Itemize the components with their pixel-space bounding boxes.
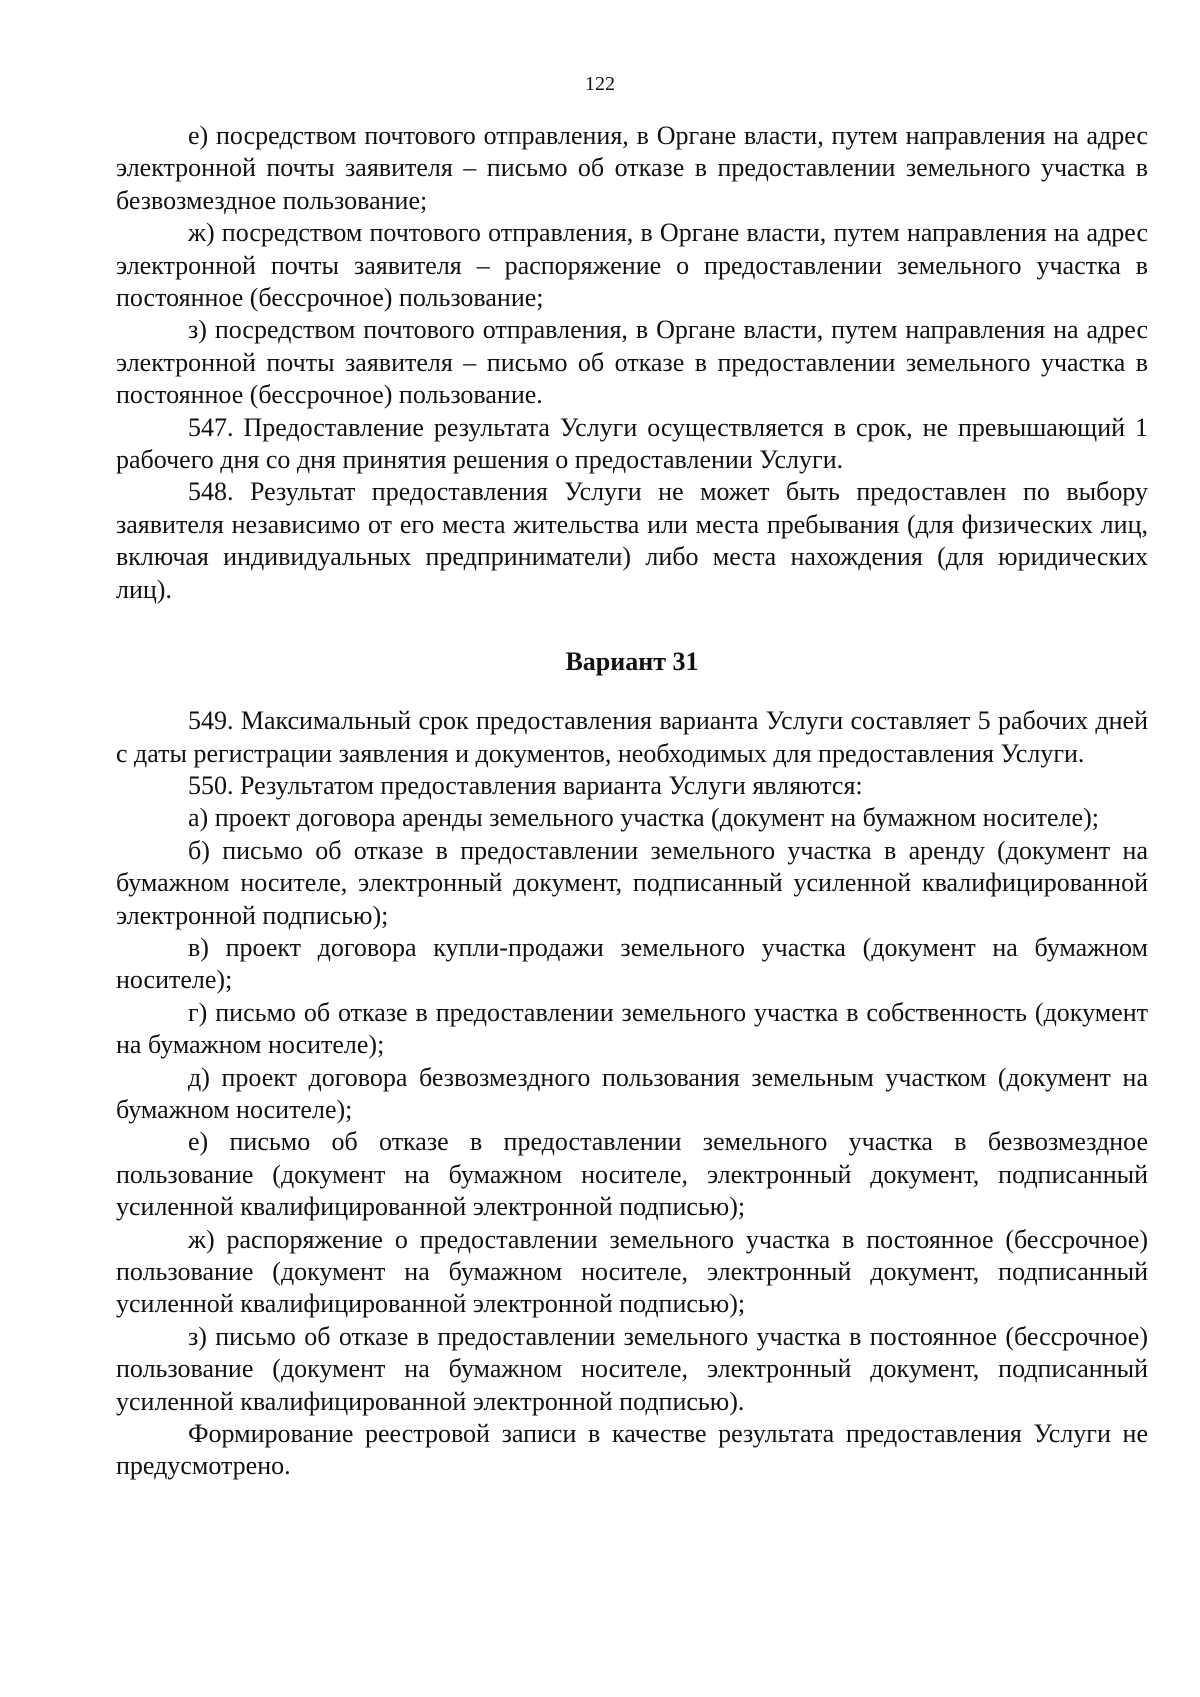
list-item: г) письмо об отказе в предоставлении земельного участка в собственность (документ на бумажном носителе);	[116, 997, 1148, 1060]
list-item: д) проект договора безвозмездного пользования земельным участком (документ на бумажном носителе);	[116, 1062, 1148, 1124]
page-number: 122	[585, 73, 615, 95]
list-item: е) письмо об отказе в предоставлении земельного участка в безвозмездное пользование (документ на бумажном носителе, электронный документ, подписанный усиленной квалифицированной электронной подписью);	[116, 1127, 1148, 1222]
paragraph: 549. Максимальный срок предоставления варианта Услуги составляет 5 рабочих дней с даты регистрации заявления и документов, необходимых для предоставления Услуги.	[116, 706, 1148, 768]
list-item: в) проект договора купли-продажи земельного участка (документ на бумажном носителе);	[116, 932, 1148, 995]
paragraph: з) посредством почтового отправления, в Органе власти, путем направления на адрес электронной почты заявителя – письмо об отказе в предоставлении земельного участка в постоянное (бессрочное) пользование.	[116, 315, 1148, 410]
section-heading: Вариант 31	[565, 647, 699, 677]
document-body	[116, 120, 1148, 1483]
list-item: а) проект договора аренды земельного участка (документ на бумажном носителе);	[188, 803, 1099, 833]
paragraph: 548. Результат предоставления Услуги не может быть предоставлен по выбору заявителя независимо от его места жительства или места пребывания (для физических лиц, включая индивидуальных предприниматели) либо места нахождения (для юридических лиц).	[116, 477, 1148, 604]
paragraph: 550. Результатом предоставления варианта Услуги являются:	[188, 770, 863, 800]
list-item: б) письмо об отказе в предоставлении земельного участка в аренду (документ на бумажном носителе, электронный документ, подписанный усиленной квалифицированной электронной подписью);	[116, 835, 1148, 930]
list-item: з) письмо об отказе в предоставлении земельного участка в постоянное (бессрочное) пользование (документ на бумажном носителе, электронный документ, подписанный усиленной квалифицированной электронной подписью).	[116, 1321, 1148, 1416]
paragraph: ж) посредством почтового отправления, в Органе власти, путем направления на адрес электронной почты заявителя – распоряжение о предоставлении земельного участка в постоянное (бессрочное) пользование;	[116, 218, 1148, 313]
list-item: ж) распоряжение о предоставлении земельного участка в постоянное (бессрочное) пользование (документ на бумажном носителе, электронный документ, подписанный усиленной квалифицированной электронной подписью);	[116, 1224, 1148, 1319]
paragraph: Формирование реестровой записи в качестве результата предоставления Услуги не предусмотрено.	[116, 1419, 1148, 1481]
paragraph: е) посредством почтового отправления, в Органе власти, путем направления на адрес электронной почты заявителя – письмо об отказе в предоставлении земельного участка в безвозмездное пользование;	[116, 121, 1148, 215]
paragraph: 547. Предоставление результата Услуги осуществляется в срок, не превышающий 1 рабочего дня со дня принятия решения о предоставлении Услуги.	[116, 412, 1148, 475]
